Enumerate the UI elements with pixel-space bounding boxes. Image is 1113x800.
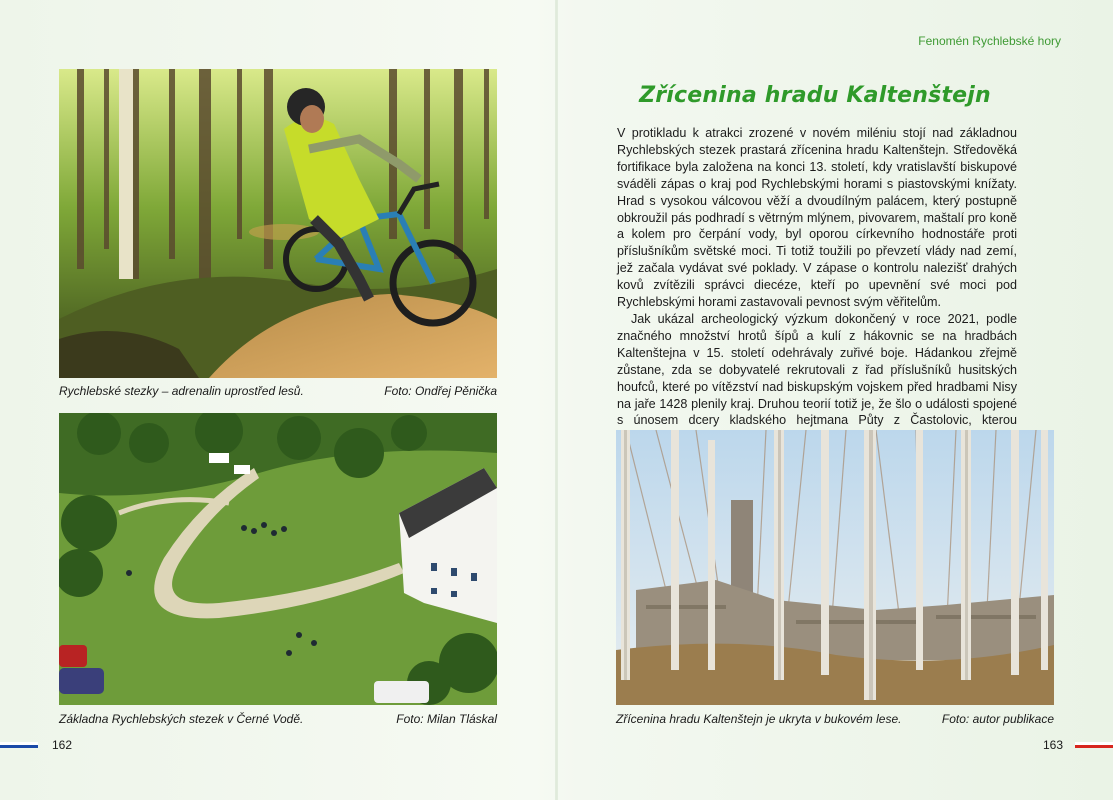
paragraph-2: Jak ukázal archeologický výzkum dokončený v roce 2021, podle značného množství hrotů šípů a kulí z hákovnic se na hradbách Kaltenštejna v 15. století odehrávaly zuřivé boje. Hádankou zřejmě zůstane, zda se dobyvatelé rekrutovali z řad příslušníků husitských houfců, které po vítězství nad biskupským vojskem před hradbami Nisy na jaře 1428 plenily kraj. Druhou teorií totiž je, že šlo o události spojené s únosem dcery kladského hejtmana Půty z Častolovic, kterou [617,311,1017,428]
aerial-trail-base-image [59,413,497,705]
photo3-caption-row [616,712,1054,726]
flag-stripe-right [1075,742,1113,748]
mountain-biker-image [59,69,497,378]
aerial-trail-base-photo [59,413,497,705]
photo2-credit: Foto: Milan Tláskal [396,712,497,726]
left-page [0,0,556,800]
photo1-caption-row [59,384,497,398]
page-number-left: 162 [52,738,73,752]
photo1-credit: Foto: Ondřej Pěnička [384,384,497,398]
castle-ruin-image [616,430,1054,705]
body-text [617,125,1017,463]
photo1-caption: Rychlebské stezky – adrenalin uprostřed lesů. [59,384,304,398]
photo2-caption: Základna Rychlebských stezek v Černé Vodě. [59,712,304,726]
running-head: Fenomén Rychlebské hory [918,34,1061,48]
paragraph-1: V protikladu k atrakci zrozené v novém miléniu stojí nad základnou Rychlebských stezek prastará zřícenina hradu Kaltenštejn. Středověká fortifikace byla založena na konci 13. století, kdy vratislavští biskupové sváděli zápas o kraj pod Rychlebskými horami s piastovskými knížaty. Hrad s vysokou válcovou věží a dvoudílným palácem, který postupně obkroužil pás podhradí s větrným mlýnem, pivovarem, maštalí pro koně a kolem pro čerpání vody, byl oporou církevního hodnostáře proti příslušníkům světské moci. Ti totiž toužili po převzetí vlády nad zemí, jež začala vydávat své poklady. V zápase o kontrolu nalezišť drahých kovů zvítězili správci diecéze, kteří po upevnění své moci pod Rychlebskými horami zastavovali pevnost svým věřitelům. [617,126,1017,310]
section-heading: Zřícenina hradu Kaltenštejn [639,83,991,108]
photo2-caption-row [59,712,497,726]
castle-ruin-photo [616,430,1054,705]
page-number-right: 163 [1043,738,1064,752]
right-page [557,0,1113,800]
photo3-caption: Zřícenina hradu Kaltenštejn je ukryta v bukovém lese. [616,712,902,726]
photo3-credit: Foto: autor publikace [941,712,1054,726]
mountain-biker-photo [59,69,497,378]
flag-stripe-left [0,742,38,748]
